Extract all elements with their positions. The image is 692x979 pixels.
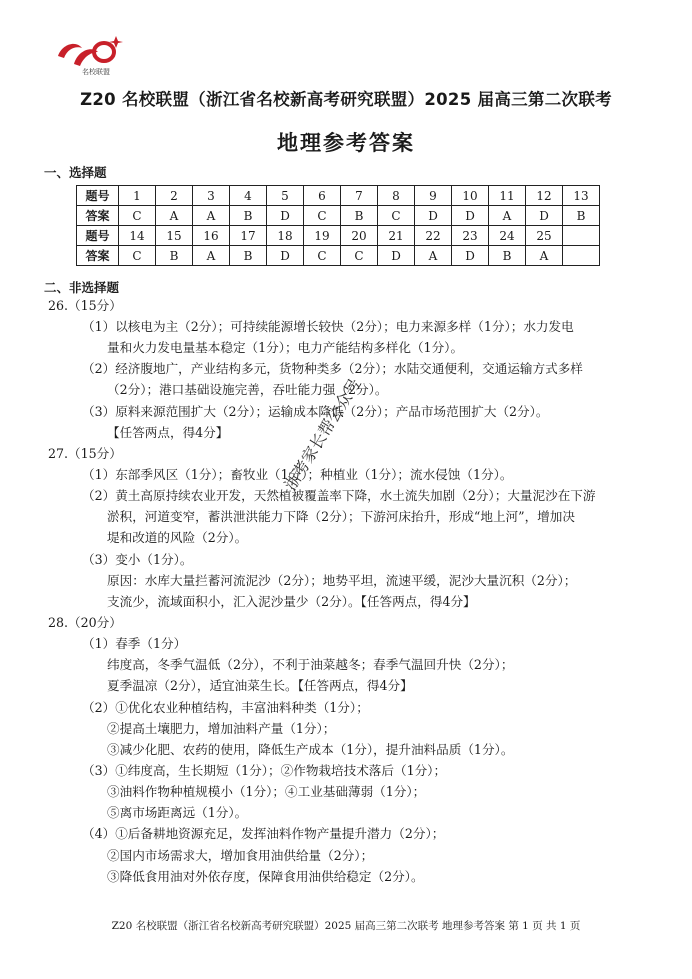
table-cell: D xyxy=(526,206,563,226)
table-cell: A xyxy=(156,206,193,226)
table-row xyxy=(77,226,600,246)
answer-line: （1）春季（1分） xyxy=(82,636,187,651)
table-cell: C xyxy=(304,246,341,266)
table-cell: A xyxy=(526,246,563,266)
table-cell xyxy=(563,246,600,266)
table-cell: C xyxy=(119,246,156,266)
table-cell: 8 xyxy=(378,186,415,206)
table-row-label: 答案 xyxy=(77,206,119,226)
table-cell: 19 xyxy=(304,226,341,246)
answer-line: （2）黄土高原持续农业开发，天然植被覆盖率下降，水土流失加剧（2分）；大量泥沙在下游 xyxy=(82,488,596,503)
answer-line: 支流少，流域面积小，汇入泥沙量少（2分）。【任答两点，得4分】 xyxy=(107,594,476,609)
table-cell: A xyxy=(489,206,526,226)
answer-table xyxy=(76,185,600,266)
table-cell: 15 xyxy=(156,226,193,246)
table-cell: 13 xyxy=(563,186,600,206)
answer-line: 淤积，河道变窄，蓄洪泄洪能力下降（2分）；下游河床抬升，形成“地上河”，增加决 xyxy=(107,509,575,524)
table-cell: 23 xyxy=(452,226,489,246)
table-cell: 4 xyxy=(230,186,267,206)
table-cell: B xyxy=(563,206,600,226)
table-cell: D xyxy=(267,246,304,266)
answer-line: （3）变小（1分）。 xyxy=(82,552,193,567)
answer-line: 量和火力发电量基本稳定（1分）；电力产能结构多样化（1分）。 xyxy=(107,340,464,355)
answer-line: ②提高土壤肥力，增加油料产量（1分）； xyxy=(107,721,336,736)
table-cell: 24 xyxy=(489,226,526,246)
answer-line: （2）经济腹地广，产业结构多元，货物种类多（2分）；水陆交通便利，交通运输方式多样 xyxy=(82,361,583,376)
table-cell: A xyxy=(193,246,230,266)
table-cell: A xyxy=(193,206,230,226)
answer-line: 夏季温凉（2分），适宜油菜生长。【任答两点，得4分】 xyxy=(107,678,413,693)
table-cell: 5 xyxy=(267,186,304,206)
table-cell: D xyxy=(415,206,452,226)
page-title: 地理参考答案 xyxy=(277,131,415,155)
org-title: Z20 名校联盟（浙江省名校新高考研究联盟）2025 届高三第二次联考 xyxy=(80,90,612,109)
table-cell: 2 xyxy=(156,186,193,206)
table-cell: 16 xyxy=(193,226,230,246)
table-cell: B xyxy=(156,246,193,266)
table-cell: 21 xyxy=(378,226,415,246)
watermark: 浙考家长帮公众号 xyxy=(280,375,365,494)
logo-icon xyxy=(52,30,132,78)
table-cell: 20 xyxy=(341,226,378,246)
table-cell: C xyxy=(304,206,341,226)
table-cell: A xyxy=(415,246,452,266)
answer-line: （1）以核电为主（2分）；可持续能源增长较快（2分）；电力来源多样（1分）；水力发电 xyxy=(82,319,574,334)
table-cell: 10 xyxy=(452,186,489,206)
table-cell: D xyxy=(267,206,304,226)
question-header: 27.（15分） xyxy=(48,446,122,461)
page-footer: Z20 名校联盟（浙江省名校新高考研究联盟）2025 届高三第二次联考 地理参考答案 第 1 页 共 1 页 xyxy=(111,920,581,932)
answer-line: （2）①优化农业种植结构，丰富油料种类（1分）； xyxy=(82,700,369,715)
question-header: 28.（20分） xyxy=(48,615,122,630)
table-cell: 1 xyxy=(119,186,156,206)
answer-line: ⑤离市场距离远（1分）。 xyxy=(107,805,248,820)
table-row-label: 题号 xyxy=(77,186,119,206)
table-row-label: 题号 xyxy=(77,226,119,246)
table-cell: 25 xyxy=(526,226,563,246)
table-cell: 22 xyxy=(415,226,452,246)
table-cell: 18 xyxy=(267,226,304,246)
answer-line: ③减少化肥、农药的使用，降低生产成本（1分），提升油料品质（1分）。 xyxy=(107,742,514,757)
table-cell: 17 xyxy=(230,226,267,246)
answer-line: ②国内市场需求大，增加食用油供给量（2分）； xyxy=(107,848,374,863)
answer-line: 【任答两点，得4分】 xyxy=(107,425,229,440)
table-cell: 14 xyxy=(119,226,156,246)
table-cell: 3 xyxy=(193,186,230,206)
answer-line: （4）①后备耕地资源充足，发挥油料作物产量提升潜力（2分）； xyxy=(82,826,445,841)
table-cell: D xyxy=(452,246,489,266)
table-cell: 9 xyxy=(415,186,452,206)
section-heading-choice: 一、选择题 xyxy=(44,165,107,180)
section-heading-open: 二、非选择题 xyxy=(44,280,120,295)
answer-line: （3）①纬度高，生长期短（1分）；②作物栽培技术落后（1分）； xyxy=(82,763,447,778)
question-header: 26.（15分） xyxy=(48,298,122,313)
table-row xyxy=(77,206,600,226)
table-cell: B xyxy=(230,246,267,266)
answer-line: （3）原料来源范围扩大（2分）；运输成本降低（2分）；产品市场范围扩大（2分）。 xyxy=(82,404,549,419)
table-cell: 12 xyxy=(526,186,563,206)
table-cell: B xyxy=(341,206,378,226)
table-cell: D xyxy=(452,206,489,226)
table-cell: C xyxy=(341,246,378,266)
answer-line: 纬度高，冬季气温低（2分），不利于油菜越冬；春季气温回升快（2分）； xyxy=(107,657,514,672)
answer-line: 原因：水库大量拦蓄河流泥沙（2分）；地势平坦，流速平缓，泥沙大量沉积（2分）； xyxy=(107,573,577,588)
table-cell: 6 xyxy=(304,186,341,206)
table-row xyxy=(77,186,600,206)
answer-line: 堤和改道的风险（2分）。 xyxy=(107,530,248,545)
table-cell: 7 xyxy=(341,186,378,206)
answer-line: （1）东部季风区（1分）；畜牧业（1分）；种植业（1分）；流水侵蚀（1分）。 xyxy=(82,467,513,482)
answer-line: （2分）；港口基础设施完善，吞吐能力强（2分）。 xyxy=(107,382,388,397)
logo-text: 名校联盟 xyxy=(82,68,110,76)
table-cell xyxy=(563,226,600,246)
table-cell: C xyxy=(119,206,156,226)
table-cell: C xyxy=(378,206,415,226)
table-row xyxy=(77,246,600,266)
table-cell: D xyxy=(378,246,415,266)
table-cell: 11 xyxy=(489,186,526,206)
answer-line: ③油料作物种植规模小（1分）；④工业基础薄弱（1分）； xyxy=(107,784,426,799)
table-cell: B xyxy=(489,246,526,266)
table-row-label: 答案 xyxy=(77,246,119,266)
answer-line: ③降低食用油对外依存度，保障食用油供给稳定（2分）。 xyxy=(107,869,424,884)
table-cell: B xyxy=(230,206,267,226)
